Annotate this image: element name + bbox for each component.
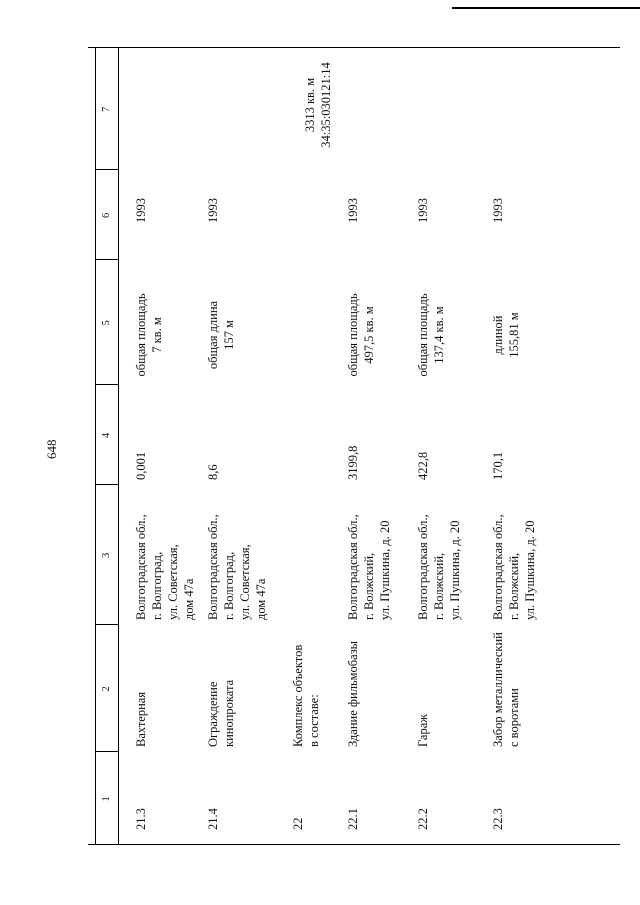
cell-name [345, 641, 361, 747]
cell-value: 0,001 [134, 451, 148, 480]
column-divider [95, 624, 118, 625]
name-line: Комплекс объектов [291, 644, 305, 747]
table-edge-line [88, 47, 620, 48]
cell-value: 8,6 [206, 464, 220, 480]
cell-char [490, 290, 522, 380]
column-divider [95, 484, 118, 485]
page-number: 648 [44, 439, 59, 459]
cell-char [133, 290, 165, 380]
row-number: 21.3 [134, 808, 148, 830]
name-line: Здание фильмобазы [346, 640, 360, 747]
cell-extra [302, 50, 334, 160]
address-line: г. Волжский, [432, 552, 446, 620]
cell-name [490, 632, 522, 747]
column-divider [95, 259, 118, 260]
address-line: дом 47а [182, 578, 196, 620]
cell-address [345, 514, 393, 620]
address-line: ул. Советская, [166, 544, 180, 620]
column-header-7: 7 [101, 106, 112, 112]
cell-address [133, 514, 197, 620]
column-header-6: 6 [101, 212, 112, 218]
address-line: дом 47а [254, 578, 268, 620]
address-line: г. Волжский, [507, 552, 521, 620]
char-line: общая длина [206, 300, 220, 370]
address-line: ул. Пушкина, д. 20 [378, 520, 392, 620]
cell-name [415, 714, 431, 747]
table-edge-line [88, 844, 620, 845]
name-line: в составе: [307, 694, 321, 747]
name-line: Забор металлический [491, 632, 505, 747]
cell-name [133, 692, 149, 747]
address-line: г. Волгоград, [150, 551, 164, 620]
cell-value: 3199,8 [346, 445, 360, 480]
name-line: Вахтерная [134, 691, 148, 747]
column-header-2: 2 [101, 686, 112, 692]
char-line: общая площадь [346, 293, 360, 377]
cell-address [490, 514, 538, 620]
address-line: г. Волгоград, [222, 551, 236, 620]
char-line: 497,5 кв. м [362, 306, 376, 364]
row-number: 22.3 [491, 808, 505, 830]
char-line: 137,4 кв. м [432, 306, 446, 364]
row-number: 22.1 [346, 808, 360, 830]
cell-char [415, 290, 447, 380]
row-number: 21.4 [206, 808, 220, 830]
cell-year: 1993 [134, 198, 148, 223]
cell-value: 422,8 [416, 451, 430, 480]
column-header-4: 4 [101, 432, 112, 438]
column-header-3: 3 [101, 552, 112, 558]
address-line: Волгоградская обл., [206, 514, 220, 620]
name-line: Гараж [416, 714, 430, 747]
cell-year: 1993 [416, 198, 430, 223]
char-line: 157 м [222, 320, 236, 350]
cell-char [345, 290, 377, 380]
row-number: 22.2 [416, 808, 430, 830]
char-line: общая площадь [416, 293, 430, 377]
address-line: ул. Пушкина, д. 20 [523, 520, 537, 620]
address-line: Волгоградская обл., [491, 514, 505, 620]
address-line: ул. Советская, [238, 544, 252, 620]
address-line: Волгоградская обл., [346, 514, 360, 620]
header-bottom-border [118, 48, 119, 845]
cell-year: 1993 [491, 198, 505, 223]
column-header-1: 1 [101, 796, 112, 802]
cell-year: 1993 [206, 198, 220, 223]
address-line: ул. Пушкина, д. 20 [448, 520, 462, 620]
column-divider [95, 169, 118, 170]
column-header-5: 5 [101, 320, 112, 326]
cell-year: 1993 [346, 198, 360, 223]
column-divider [95, 751, 118, 752]
cell-address [205, 514, 269, 620]
address-line: г. Волжский, [362, 552, 376, 620]
row-number: 22 [291, 817, 305, 830]
char-line: 7 кв. м [150, 317, 164, 353]
char-line: общая площадь [134, 293, 148, 377]
column-divider [95, 384, 118, 385]
name-line: Ограждение [206, 681, 220, 747]
name-line: кинопроката [222, 679, 236, 747]
address-line: Волгоградская обл., [134, 514, 148, 620]
char-line: 155,81 м [507, 312, 521, 358]
table-top-border [95, 48, 96, 845]
char-line: длиной [491, 315, 505, 355]
cell-address [415, 514, 463, 620]
cell-name [205, 680, 237, 747]
address-line: Волгоградская обл., [416, 514, 430, 620]
extra-line: 3313 кв. м [303, 77, 317, 133]
cell-name [290, 645, 322, 747]
cell-char [205, 290, 237, 380]
extra-line: 34:35:030121:14 [319, 62, 333, 148]
cell-value: 170,1 [491, 451, 505, 480]
name-line: с воротами [507, 688, 521, 747]
